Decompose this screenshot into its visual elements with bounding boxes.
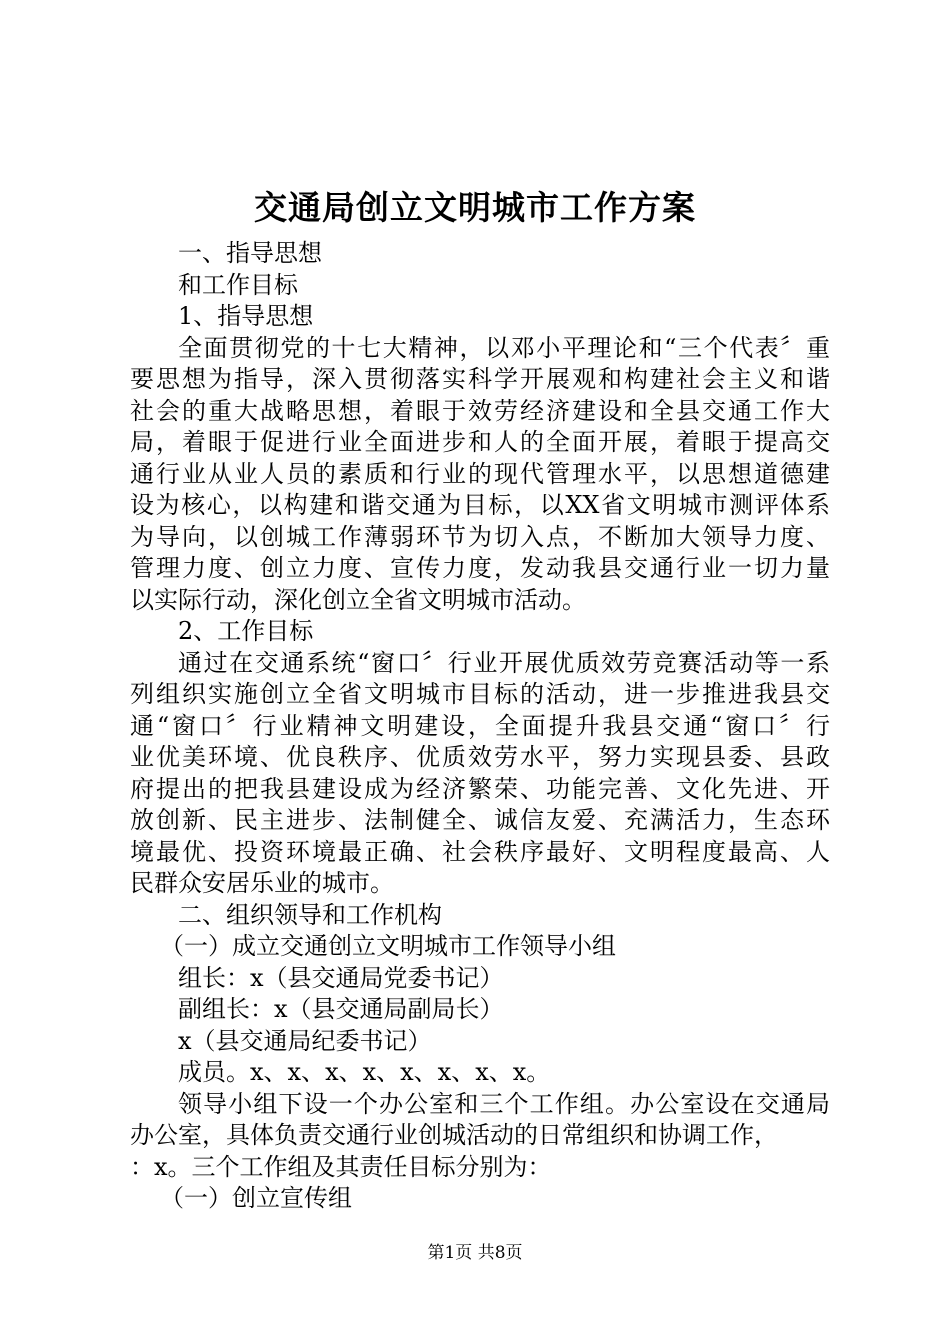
paragraph-line: 领导小组下设一个办公室和三个工作组。办公室设在交通局 [178,1089,830,1118]
paragraph-line: 通过在交通系统“窗口〞行业开展优质效劳竞赛活动等一系 [178,648,830,677]
paragraph-line: 通行业从业人员的素质和行业的现代管理水平，以思想道德建 [130,459,830,488]
member-line: 副组长：x（县交通局副局长） [178,995,504,1023]
subsection-heading: （一）成立交通创立文明城市工作领导小组 [160,932,616,960]
paragraph-line: 放创新、民主进步、法制健全、诚信友爱、充满活力，生态环 [130,806,830,834]
member-line: 组长：x（县交通局党委书记） [178,963,504,992]
section-heading: 一、指导思想 [178,239,322,267]
paragraph-line: 境最优、投资环境最正确、社会秩序最好、文明程度最高、人 [130,837,830,866]
member-line: x（县交通局纪委书记） [178,1026,432,1055]
section-heading-continued: 和工作目标 [178,270,298,299]
subsection-heading: 1、指导思想 [178,302,314,330]
document-title: 交通局创立文明城市工作方案 [254,188,696,227]
paragraph-line: 管理力度、创立力度、宣传力度，发动我县交通行业一切力量 [130,554,830,582]
paragraph-line: 以实际行动，深化创立全省文明城市活动。 [130,585,586,614]
member-line: 成员。x、x、x、x、x、x、x、x。 [178,1058,551,1086]
paragraph-line: 府提出的把我县建设成为经济繁荣、功能完善、文化先进、开 [130,774,830,803]
subsection-heading: 2、工作目标 [178,617,314,645]
paragraph-line: ：x。三个工作组及其责任目标分别为： [130,1152,552,1181]
section-heading: 二、组织领导和工作机构 [178,900,442,929]
paragraph-line: 社会的重大战略思想，着眼于效劳经济建设和全县交通工作大 [130,396,830,425]
paragraph-line: 为导向，以创城工作薄弱环节为切入点，不断加大领导力度、 [130,522,830,551]
paragraph-line: 设为核心，以构建和谐交通为目标，以XX省文明城市测评体系 [130,491,830,519]
paragraph-line: 通“窗口〞行业精神文明建设，全面提升我县交通“窗口〞行 [130,711,830,740]
paragraph-line: 民群众安居乐业的城市。 [130,869,394,897]
paragraph-line: 要思想为指导，深入贯彻落实科学开展观和构建社会主义和谐 [130,365,830,393]
paragraph-line: 全面贯彻党的十七大精神，以邓小平理论和“三个代表〞重 [178,333,830,362]
page-footer: 第1页 共8页 [427,1243,523,1263]
document-body [130,238,830,1215]
paragraph-line: 业优美环境、优良秩序、优质效劳水平，努力实现县委、县政 [130,743,830,771]
paragraph-line: 局，着眼于促进行业全面进步和人的全面开展，着眼于提高交 [130,428,830,456]
paragraph-line: 办公室，具体负责交通行业创城活动的日常组织和协调工作， [130,1121,778,1149]
subsection-heading: （一）创立宣传组 [160,1184,352,1212]
paragraph-line: 列组织实施创立全省文明城市目标的活动，进一步推进我县交 [130,680,830,708]
